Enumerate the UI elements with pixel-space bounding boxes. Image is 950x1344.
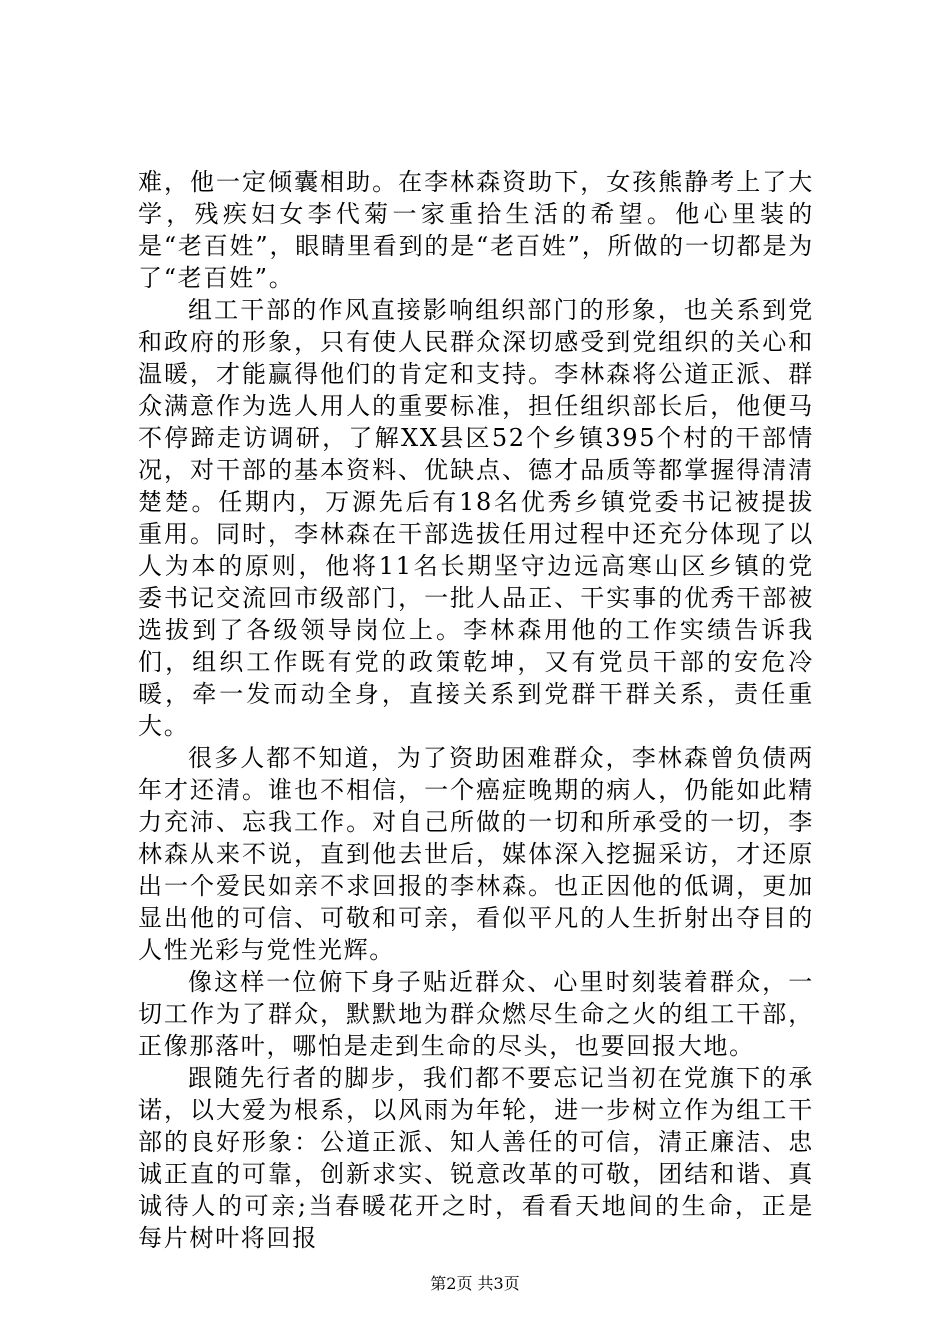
paragraph-debt: 很多人都不知道，为了资助困难群众，李林森曾负债两年才还清。谁也不相信，一个癌症晚期的病人，仍能如此精力充沛、忘我工作。对自己所做的一切和所承受的一切，李林森从来不说，直到他去世后，媒体深入挖掘采访，才还原出一个爱民如亲不求回报的李林森。也正因他的低调，更加显出他的可信、可敬和可亲，看似平凡的人生折射出夺目的人性光彩与党性光辉。 — [138, 744, 814, 964]
page-footer — [0, 1274, 950, 1294]
paragraph-follow-pioneer: 跟随先行者的脚步，我们都不要忘记当初在党旗下的承诺，以大爱为根系，以风雨为年轮，进一步树立作为组工干部的良好形象：公道正派、知人善任的可信，清正廉洁、忠诚正直的可靠，创新求实、锐意改革的可敬，团结和谐、真诚待人的可亲;当春暖花开之时，看看天地间的生命，正是每片树叶将回报 — [138, 1064, 814, 1252]
document-body — [138, 166, 814, 1254]
paragraph-continuation: 难，他一定倾囊相助。在李林森资助下，女孩熊静考上了大学，残疾妇女李代菊一家重拾生活的希望。他心里装的是“老百姓”，眼睛里看到的是“老百姓”，所做的一切都是为了“老百姓”。 — [138, 168, 814, 292]
paragraph-cadre-style: 组工干部的作风直接影响组织部门的形象，也关系到党和政府的形象，只有使人民群众深切感受到党组织的关心和温暖，才能赢得他们的肯定和支持。李林森将公道正派、群众满意作为选人用人的重要标准，担任组织部长后，他便马不停蹄走访调研，了解XX县区52个乡镇395个村的干部情况，对干部的基本资料、优缺点、德才品质等都掌握得清清楚楚。任期内，万源先后有18名优秀乡镇党委书记被提拔重用。同时，李林森在干部选拔任用过程中还充分体现了以人为本的原则，他将11名长期坚守边远高寒山区乡镇的党委书记交流回市级部门，一批人品正、干实事的优秀干部被选拔到了各级领导岗位上。李林森用他的工作实绩告诉我们，组织工作既有党的政策乾坤，又有党员干部的安危冷暖，牵一发而动全身，直接关系到党群干群关系，责任重大。 — [138, 296, 814, 740]
page-number: 第2页 共3页 — [430, 1274, 520, 1293]
paragraph-fallen-leaf: 像这样一位俯下身子贴近群众、心里时刻装着群众，一切工作为了群众，默默地为群众燃尽生命之火的组工干部，正像那落叶，哪怕是走到生命的尽头，也要回报大地。 — [138, 968, 814, 1060]
